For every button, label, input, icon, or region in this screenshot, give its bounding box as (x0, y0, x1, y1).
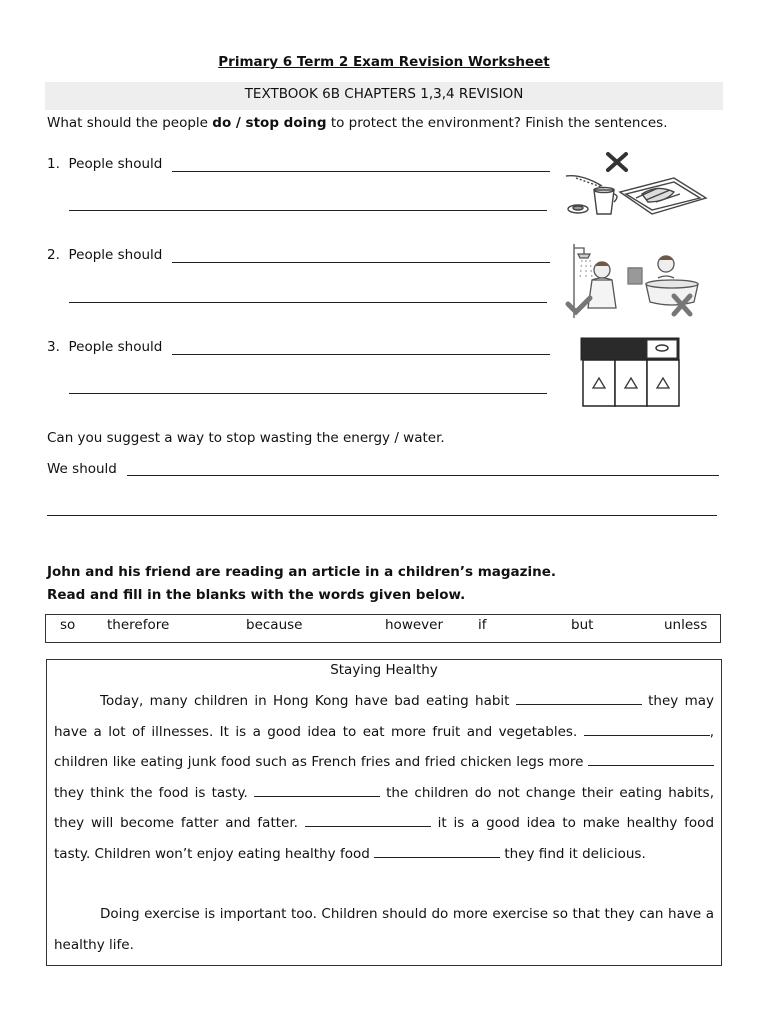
section3-heading-2: Read and fill in the blanks with the words given below. (47, 587, 466, 603)
question-2 (47, 247, 162, 263)
article-text: , children like eating junk food such as French fries and fried chicken legs more (54, 723, 714, 770)
instruction-text-end: to protect the environment? Finish the sentences. (326, 115, 668, 131)
answer-line-3a[interactable] (172, 354, 550, 355)
blank-3[interactable] (588, 751, 714, 766)
suggestion-line-1[interactable] (127, 475, 719, 476)
article-text: they may have a lot of illnesses. It is a good idea to eat more fruit and vegetables. (54, 693, 714, 740)
blank-5[interactable] (305, 812, 431, 827)
answer-line-2a[interactable] (172, 262, 550, 263)
word-bank-item: so (60, 617, 76, 633)
subtitle: TEXTBOOK 6B CHAPTERS 1,3,4 REVISION (244, 86, 524, 102)
article-paragraph-2 (54, 899, 714, 960)
shower-bath-icon (562, 238, 704, 320)
article-text: it is a good idea to make healthy food tasty. Children won’t enjoy eating healthy food (54, 815, 715, 862)
word-bank-item: if (478, 617, 487, 633)
blank-4[interactable] (254, 782, 380, 797)
suggestion-line-2[interactable] (47, 515, 717, 516)
blank-2[interactable] (584, 721, 710, 736)
question-text: People should (68, 339, 163, 355)
word-bank-item: unless (664, 617, 708, 633)
answer-line-3b[interactable] (69, 393, 547, 394)
recycle-bins-icon (579, 336, 683, 410)
question-text: People should (68, 247, 163, 263)
answer-line-2b[interactable] (69, 302, 547, 303)
question-number: 1. (47, 156, 60, 172)
article-text: Today, many children in Hong Kong have bad eating habit (100, 693, 510, 709)
question-1 (47, 156, 162, 172)
instruction-text: What should the people (47, 115, 213, 131)
question-3 (47, 339, 162, 355)
word-bank-item: therefore (107, 617, 170, 633)
article-title: Staying Healthy (330, 662, 438, 678)
article-text: Doing exercise is important too. Children should do more exercise so that they can have a healthy life. (54, 906, 714, 953)
question-number: 2. (47, 247, 60, 263)
instruction-bold: do / stop doing (212, 115, 327, 131)
answer-line-1b[interactable] (69, 210, 547, 211)
worksheet-title: Primary 6 Term 2 Exam Revision Worksheet (218, 54, 550, 70)
section3-heading-1: John and his friend are reading an article in a children’s magazine. (47, 564, 557, 580)
suggestion-prompt: We should (47, 461, 117, 477)
question-text: People should (68, 156, 163, 172)
article-paragraph-1 (54, 686, 714, 869)
word-bank-item: however (385, 617, 444, 633)
article-text: they think the food is tasty. (54, 784, 248, 801)
article-text: the children do not change their eating habits, they will become fatter and fatter. (54, 784, 714, 831)
tap-cup-dish-icon (562, 148, 708, 220)
answer-line-1a[interactable] (172, 171, 550, 172)
word-bank-item: because (246, 617, 303, 633)
blank-6[interactable] (374, 843, 500, 858)
question-number: 3. (47, 339, 60, 355)
blank-1[interactable] (516, 690, 642, 705)
suggestion-question: Can you suggest a way to stop wasting the energy / water. (47, 430, 445, 446)
word-bank-item: but (571, 617, 594, 633)
section1-instruction (47, 115, 668, 131)
article-text: they find it delicious. (504, 845, 646, 862)
